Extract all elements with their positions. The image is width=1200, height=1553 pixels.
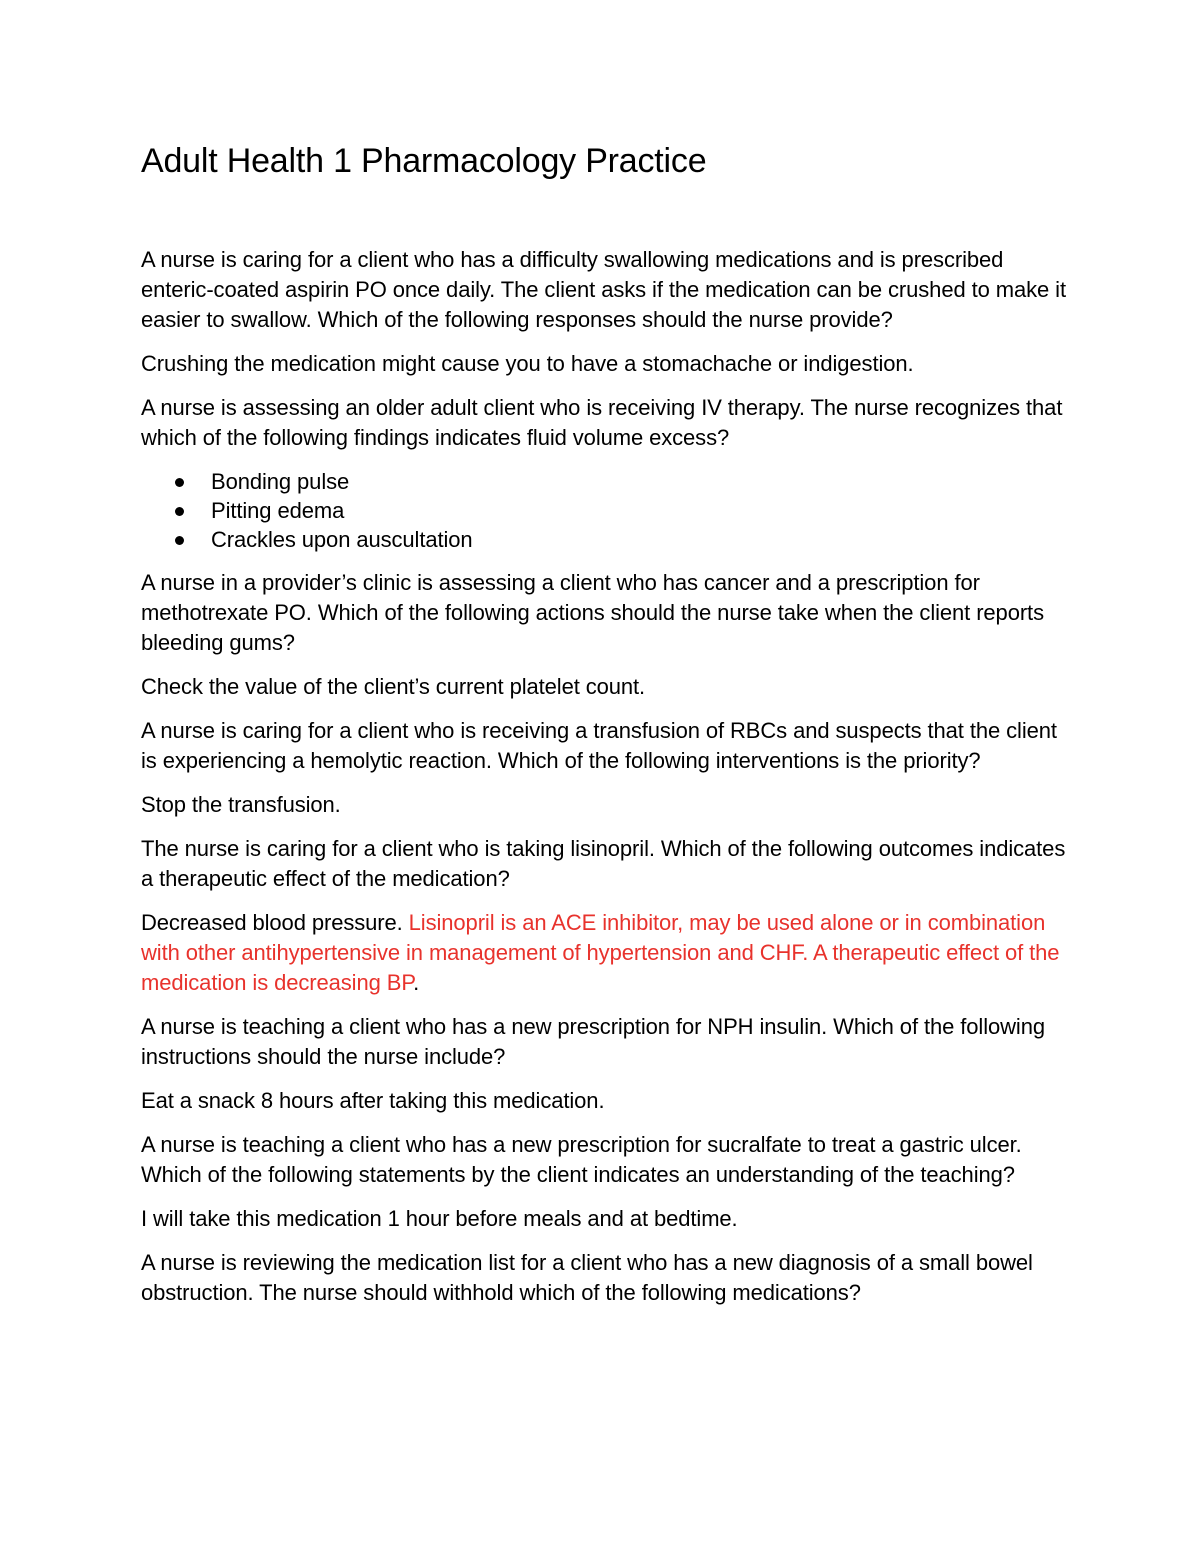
bullet-icon (175, 507, 184, 516)
question-5: The nurse is caring for a client who is taking lisinopril. Which of the following outcomes indicates a therapeutic effect of the medication? (141, 836, 1066, 891)
document-page (141, 136, 1071, 1322)
question-4: A nurse is caring for a client who is receiving a transfusion of RBCs and suspects that the client is experiencing a hemolytic reaction. Which of the following interventions is the priority? (141, 718, 1057, 773)
list-item (141, 467, 1071, 496)
question-2: A nurse is assessing an older adult client who is receiving IV therapy. The nurse recognizes that which of the following findings indicates fluid volume excess? (141, 395, 1063, 450)
answer-5-note-end: . (413, 970, 420, 995)
finding-text: Bonding pulse (211, 469, 350, 494)
document-title: Adult Health 1 Pharmacology Practice (141, 142, 707, 180)
question-1: A nurse is caring for a client who has a difficulty swallowing medications and is prescribed enteric-coated aspirin PO once daily. The client asks if the medication can be crushed to make it easier to swallow. Which of the following responses should the nurse provide? (141, 247, 1066, 332)
answer-3: Check the value of the client’s current platelet count. (141, 674, 646, 699)
list-item (141, 496, 1071, 525)
answer-7: I will take this medication 1 hour before meals and at bedtime. (141, 1206, 738, 1231)
question-3: A nurse in a provider’s clinic is assessing a client who has cancer and a prescription for methotrexate PO. Which of the following actions should the nurse take when the client reports bleeding gums? (141, 570, 1044, 655)
finding-text: Crackles upon auscultation (211, 527, 473, 552)
answer-5-text: Decreased blood pressure. (141, 910, 409, 935)
answer-6: Eat a snack 8 hours after taking this medication. (141, 1088, 605, 1113)
bullet-icon (175, 536, 184, 545)
findings-list (141, 467, 1071, 554)
question-6: A nurse is teaching a client who has a new prescription for NPH insulin. Which of the following instructions should the nurse include? (141, 1014, 1045, 1069)
question-8: A nurse is reviewing the medication list for a client who has a new diagnosis of a small bowel obstruction. The nurse should withhold which of the following medications? (141, 1250, 1033, 1305)
list-item (141, 525, 1071, 554)
answer-4: Stop the transfusion. (141, 792, 341, 817)
question-7: A nurse is teaching a client who has a new prescription for sucralfate to treat a gastric ulcer. Which of the following statements by the client indicates an understanding of the teaching? (141, 1132, 1022, 1187)
finding-text: Pitting edema (211, 498, 345, 523)
answer-1: Crushing the medication might cause you to have a stomachache or indigestion. (141, 351, 914, 376)
answer-5 (141, 908, 1071, 998)
bullet-icon (175, 478, 184, 487)
answer-5-note: Lisinopril is an ACE inhibitor, may be used alone or in combination with other antihypertensive in management of hypertension and CHF. A therapeutic effect of the medication is decreasing BP (141, 910, 1060, 995)
